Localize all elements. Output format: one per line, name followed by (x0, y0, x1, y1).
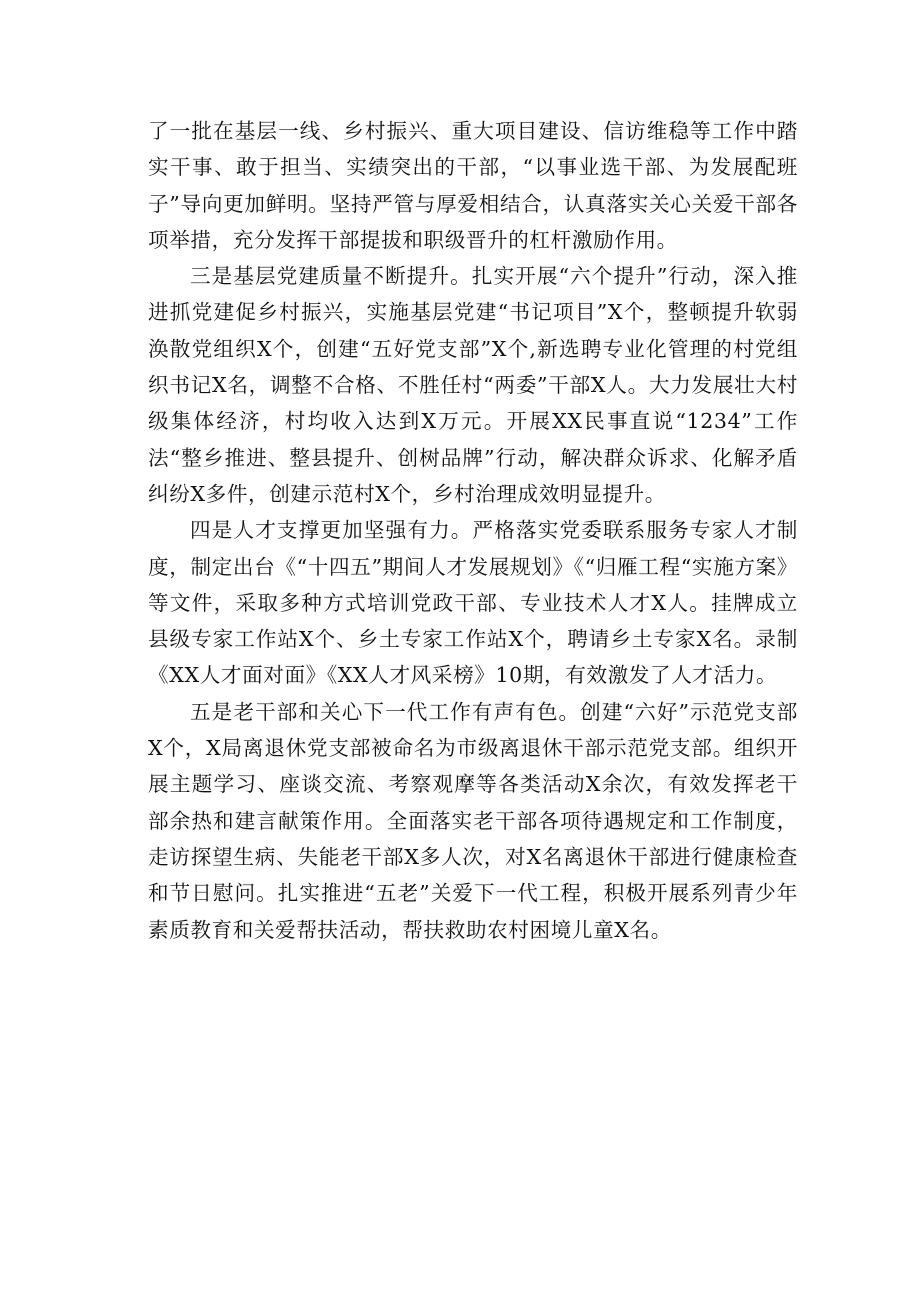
paragraph-party-building: 三是基层党建质量不断提升。扎实开展“六个提升”行动，深入推进抓党建促乡村振兴，实施基层党建“书记项目”X个，整顿提升软弱涣散党组织X个，创建“五好党支部”X个,新选聘专业化管理的村党组织书记X名，调整不合格、不胜任村“两委”干部X人。大力发展壮大村级集体经济，村均收入达到X万元。开展XX民事直说“1234”工作法“整乡推进、整县提升、创树品牌”行动，解决群众诉求、化解矛盾纠纷X多件，创建示范村X个，乡村治理成效明显提升。 (148, 264, 798, 506)
paragraph-continuation: 了一批在基层一线、乡村振兴、重大项目建设、信访维稳等工作中踏实干事、敢于担当、实绩突出的干部，“以事业选干部、为发展配班子”导向更加鲜明。坚持严管与厚爱相结合，认真落实关心关爱干部各项举措，充分发挥干部提拔和职级晋升的杠杆激励作用。 (148, 119, 798, 252)
paragraph-talent-support: 四是人才支撑更加坚强有力。严格落实党委联系服务专家人才制度，制定出台《“十四五”期间人才发展规划》《“归雁工程“实施方案》等文件，采取多种方式培训党政干部、专业技术人才X人。挂牌成立县级专家工作站X个、乡土专家工作站X个，聘请乡土专家X名。录制《XX人才面对面》《XX人才风采榜》10期，有效激发了人才活力。 (148, 518, 798, 688)
body-text (148, 113, 798, 948)
paragraph-veteran-cadres: 五是老干部和关心下一代工作有声有色。创建“六好”示范党支部X个，X局离退休党支部被命名为市级离退休干部示范党支部。组织开展主题学习、座谈交流、考察观摩等各类活动X余次，有效发挥老干部余热和建言献策作用。全面落实老干部各项待遇规定和工作制度，走访探望生病、失能老干部X多人次，对X名离退休干部进行健康检查和节日慰问。扎实推进“五老”关爱下一代工程，积极开展系列青少年素质教育和关爱帮扶活动，帮扶救助农村困境儿童X名。 (148, 699, 798, 942)
